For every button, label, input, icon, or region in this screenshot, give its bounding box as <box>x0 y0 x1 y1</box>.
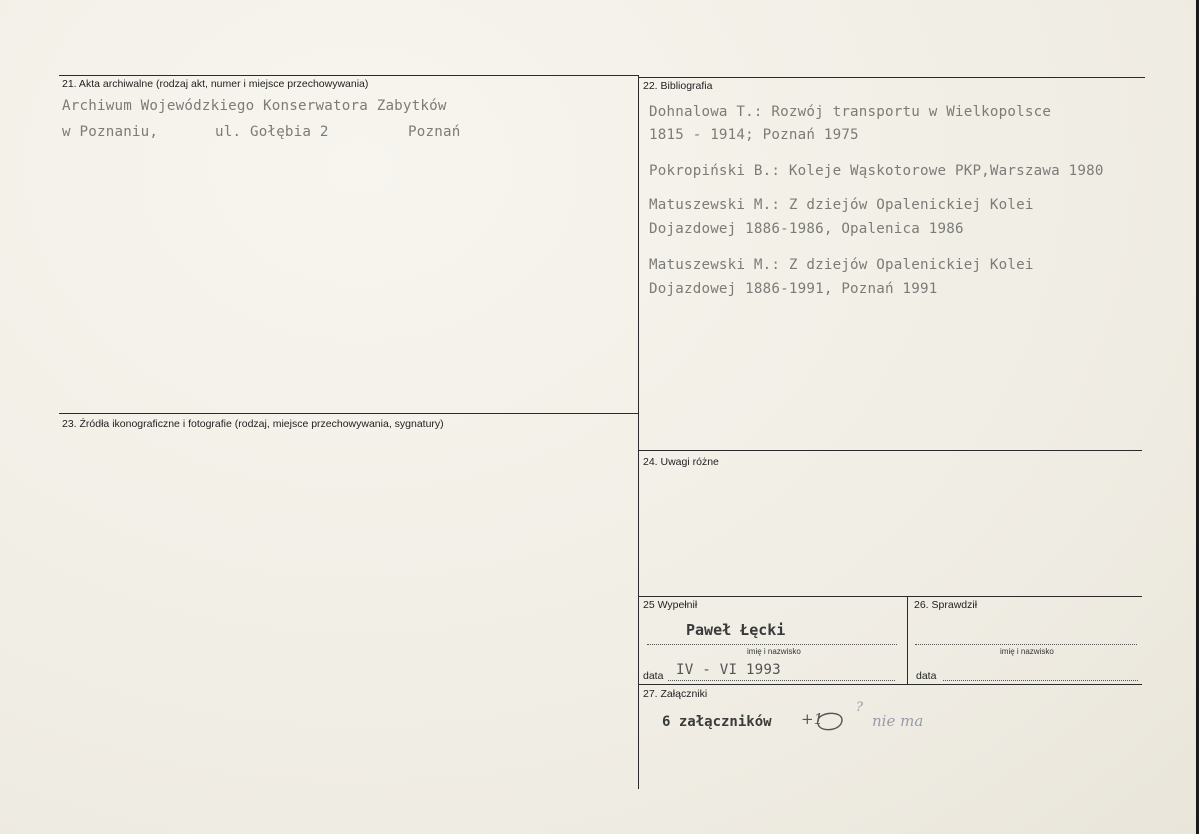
field26-name-caption: imię i nazwisko <box>1000 647 1054 656</box>
field21-line1: Archiwum Wojewódzkiego Konserwatora Zabytków <box>62 98 447 114</box>
rule-field23 <box>59 413 639 414</box>
field21-label: 21. Akta archiwalne (rodzaj akt, numer i miejsce przechowywania) <box>62 78 369 90</box>
top-rule-left <box>59 75 639 76</box>
field24-label: 24. Uwagi różne <box>643 456 719 468</box>
field26-name-line <box>915 644 1137 645</box>
rule-field25 <box>639 596 1142 597</box>
bibliography-entry-3-line2: Dojazdowej 1886-1986, Opalenica 1986 <box>649 221 964 237</box>
field25-date-line <box>668 680 895 681</box>
rule-field24 <box>639 450 1142 451</box>
field25-date: IV - VI 1993 <box>676 662 781 678</box>
field27-label: 27. Załączniki <box>643 688 708 700</box>
field25-date-label: data <box>643 670 664 682</box>
field26-label: 26. Sprawdził <box>914 599 978 611</box>
field25-name-line <box>647 644 897 645</box>
field27-handwritten-plus: +1 <box>801 710 824 728</box>
divider-25-26 <box>907 596 908 685</box>
bibliography-entry-4-line2: Dojazdowej 1886-1991, Poznań 1991 <box>649 281 938 297</box>
bibliography-entry-2: Pokropiński B.: Koleje Wąskotorowe PKP,Warszawa 1980 <box>649 163 1104 179</box>
field21-line2b: ul. Gołębia 2 <box>215 124 329 140</box>
bibliography-entry-1-line1: Dohnalowa T.: Rozwój transportu w Wielkopolsce <box>649 104 1052 120</box>
field21-line2a: w Poznaniu, <box>62 124 159 140</box>
field27-value: 6 załączników <box>662 714 772 730</box>
field22-label: 22. Bibliografia <box>643 80 713 92</box>
field25-label: 25 Wypełnił <box>643 599 698 611</box>
center-divider <box>638 75 639 789</box>
field26-date-line <box>943 680 1138 681</box>
field25-name: Paweł Łęcki <box>686 621 786 639</box>
handwritten-circle-mark <box>812 706 848 736</box>
field26-date-label: data <box>916 670 937 682</box>
field21-line2c: Poznań <box>408 124 461 140</box>
bibliography-entry-1-line2: 1815 - 1914; Poznań 1975 <box>649 127 859 143</box>
bibliography-entry-4-line1: Matuszewski M.: Z dziejów Opalenickiej Kolei <box>649 257 1034 273</box>
rule-field27 <box>639 684 1142 685</box>
field25-name-caption: imię i nazwisko <box>747 647 801 656</box>
bibliography-entry-3-line1: Matuszewski M.: Z dziejów Opalenickiej Kolei <box>649 197 1034 213</box>
field27-handwritten-note: nie ma <box>872 712 924 730</box>
top-rule-right <box>639 77 1145 78</box>
field23-label: 23. Źródła ikonograficzne i fotografie (rodzaj, miejsce przechowywania, sygnatury) <box>62 418 444 430</box>
field27-handwritten-question: ? <box>856 700 863 715</box>
